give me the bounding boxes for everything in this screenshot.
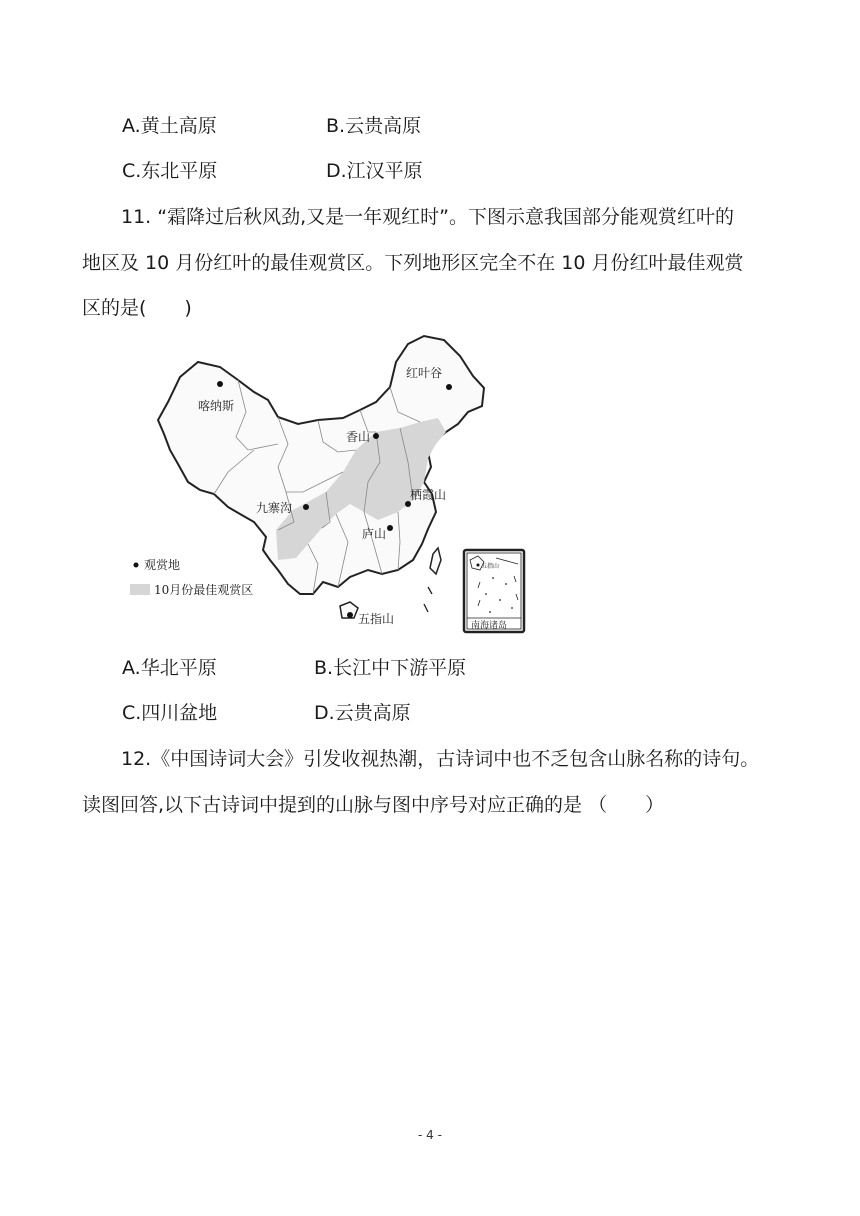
taiwan-island: [430, 548, 441, 574]
q10-option-d: D.江汉平原: [326, 160, 423, 182]
q11-option-a: A.华北平原: [122, 657, 217, 679]
sea-dashes: [424, 587, 432, 612]
wuzhishan-point: [347, 612, 353, 618]
q10-option-c: C.东北平原: [122, 160, 218, 182]
q11-option-b: B.长江中下游平原: [314, 657, 467, 679]
q11-option-d: D.云贵高原: [314, 702, 411, 724]
kanas-label: 喀纳斯: [198, 399, 235, 413]
qixiashan-label: 栖霞山: [410, 488, 447, 502]
q10-option-b: B.云贵高原: [326, 115, 422, 137]
hongyegu-point: [446, 384, 452, 390]
jiuzhaigou-label: 九寨沟: [256, 501, 293, 515]
q12-stem-line2: 读图回答,以下古诗词中提到的山脉与图中序号对应正确的是 （ ）: [82, 794, 665, 816]
legend-area-swatch: [130, 584, 150, 595]
q11-stem-line2: 地区及 10 月份红叶的最佳观赏区。下列地形区完全不在 10 月份红叶最佳观赏: [82, 252, 744, 274]
xiangshan-label: 香山: [346, 430, 371, 444]
inset-small-label: 五指山: [481, 563, 500, 570]
kanas-point: [217, 381, 223, 387]
q10-option-a: A.黄土高原: [122, 115, 217, 137]
legend-area-label: 10月份最佳观赏区: [154, 583, 254, 597]
china-red-leaves-map: [128, 332, 533, 637]
q11-stem-line1: 11. “霜降过后秋风劲,又是一年观红时”。下图示意我国部分能观赏红叶的: [121, 206, 734, 228]
page-number: - 4 -: [418, 1128, 442, 1142]
q11-stem-line3: 区的是( ): [82, 297, 192, 319]
xiangshan-point: [373, 433, 379, 439]
legend-point-label: 观赏地: [144, 558, 181, 572]
jiuzhaigou-point: [303, 504, 309, 510]
q12-stem-line1: 12.《中国诗词大会》引发收视热潮，古诗词中也不乏包含山脉名称的诗句。: [121, 748, 760, 770]
hongyegu-label: 红叶谷: [406, 366, 443, 380]
lushan-label: 庐山: [362, 527, 387, 541]
wuzhishan-label: 五指山: [358, 612, 395, 626]
q11-option-c: C.四川盆地: [122, 702, 218, 724]
inset-label: 南海诸岛: [471, 621, 508, 631]
lushan-point: [387, 525, 393, 531]
legend-point-icon: [134, 563, 139, 568]
